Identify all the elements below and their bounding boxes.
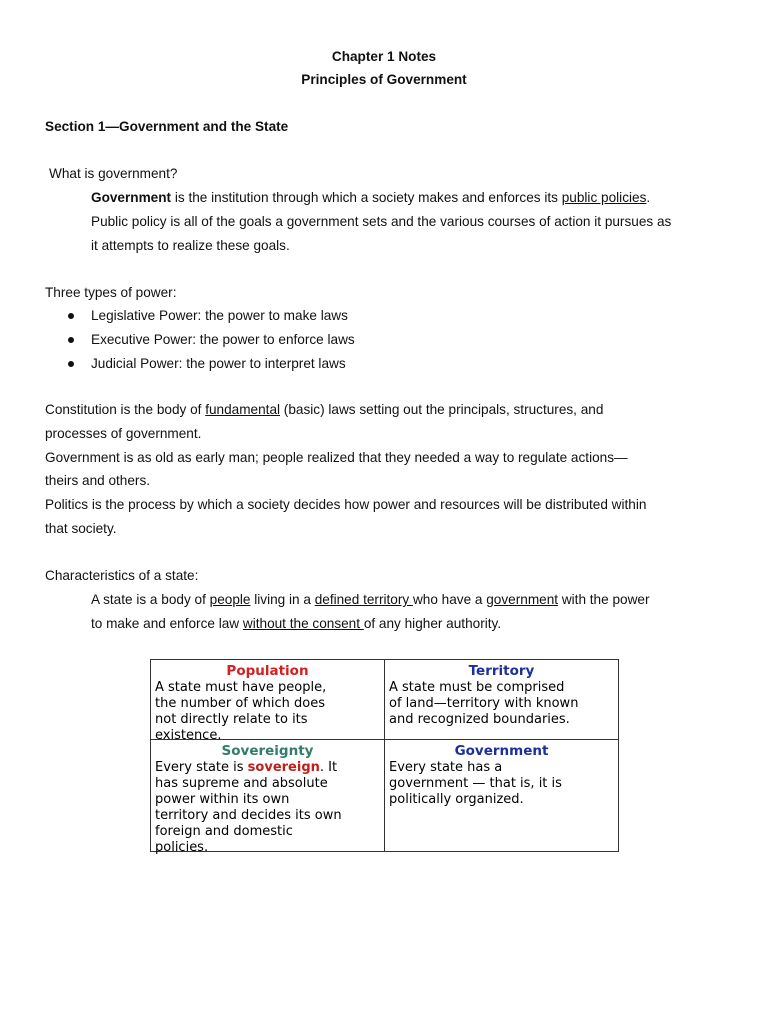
sovereignty-text: territory and decides its own — [155, 808, 342, 823]
without-consent-term: without the consent — [242, 616, 364, 631]
sovereignty-text: policies. — [155, 840, 209, 855]
defined-territory-term: defined territory — [314, 592, 413, 607]
government-title: Government — [454, 743, 549, 759]
government-text: government — that is, it is — [389, 776, 562, 791]
government-definition — [91, 190, 650, 205]
state-def-text: who have a — [412, 592, 487, 607]
territory-text: A state must be comprised — [389, 680, 565, 695]
population-text: not directly relate to its — [155, 712, 308, 727]
doc-title: Chapter 1 Notes — [331, 49, 437, 64]
public-policies-term: public policies — [561, 190, 647, 205]
sovereignty-title: Sovereignty — [221, 743, 314, 759]
population-text: A state must have people, — [155, 680, 327, 695]
territory-text: and recognized boundaries. — [389, 712, 570, 727]
government-term: government — [486, 592, 559, 607]
bullet-icon — [68, 313, 74, 319]
definition-end: . — [646, 190, 651, 205]
sovereignty-text: power within its own — [155, 792, 290, 807]
constitution-text: Constitution is the body of — [45, 402, 206, 417]
doc-subtitle: Principles of Government — [301, 72, 467, 87]
characteristics-heading: Characteristics of a state: — [45, 568, 199, 583]
population-text: the number of which does — [155, 696, 325, 711]
territory-text: of land—territory with known — [389, 696, 579, 711]
population-text: existence. — [155, 728, 222, 743]
powers-heading: Three types of power: — [45, 285, 177, 300]
gov-old-line-2: theirs and others. — [45, 473, 151, 488]
cell-government — [385, 740, 618, 808]
territory-title: Territory — [468, 663, 535, 679]
sovereignty-text: . It — [319, 760, 338, 775]
politics-line-2: that society. — [45, 521, 117, 536]
politics-line-1: Politics is the process by which a society decides how power and resources will be distributed within — [45, 497, 647, 512]
cell-sovereignty — [151, 740, 384, 856]
state-characteristics-table — [150, 659, 619, 855]
definition-text: is the institution through which a society makes and enforces its — [171, 190, 562, 205]
people-term: people — [209, 592, 251, 607]
government-text: Every state has a — [389, 760, 503, 775]
gov-old-line-1: Government is as old as early man; people realized that they needed a way to regulate actions— — [45, 450, 628, 465]
constitution-line-1 — [45, 402, 603, 417]
sovereignty-text: foreign and domestic — [155, 824, 293, 839]
bullet-icon — [68, 361, 74, 367]
constitution-text-cont: (basic) laws setting out the principals, structures, and — [280, 402, 604, 417]
sovereignty-line-1 — [155, 760, 380, 776]
power-item-judicial: Judicial Power: the power to interpret laws — [91, 356, 346, 371]
cell-population — [151, 660, 384, 744]
power-item-legislative: Legislative Power: the power to make laws — [91, 308, 348, 323]
state-definition-line-2 — [91, 616, 501, 631]
power-item-executive: Executive Power: the power to enforce laws — [91, 332, 355, 347]
section-heading: Section 1—Government and the State — [45, 119, 289, 134]
cell-territory — [385, 660, 618, 728]
question-what-is-government: What is government? — [49, 166, 178, 181]
state-definition-line-1 — [91, 592, 649, 607]
government-text: politically organized. — [389, 792, 524, 807]
constitution-line-2: processes of government. — [45, 426, 202, 441]
policy-line-2: it attempts to realize these goals. — [91, 238, 290, 253]
policy-line-1: Public policy is all of the goals a government sets and the various courses of action it pursues as — [91, 214, 672, 229]
state-def-text: living in a — [250, 592, 315, 607]
state-def-text: A state is a body of — [91, 592, 210, 607]
sovereign-term: sovereign — [247, 760, 320, 775]
state-def-text: of any higher authority. — [363, 616, 502, 631]
sovereignty-text: Every state is — [155, 760, 248, 775]
term-government: Government — [91, 190, 172, 205]
state-def-text: with the power — [558, 592, 650, 607]
population-title: Population — [226, 663, 309, 679]
bullet-icon — [68, 337, 74, 343]
fundamental-term: fundamental — [205, 402, 281, 417]
sovereignty-text: has supreme and absolute — [155, 776, 328, 791]
state-def-text: to make and enforce law — [91, 616, 243, 631]
